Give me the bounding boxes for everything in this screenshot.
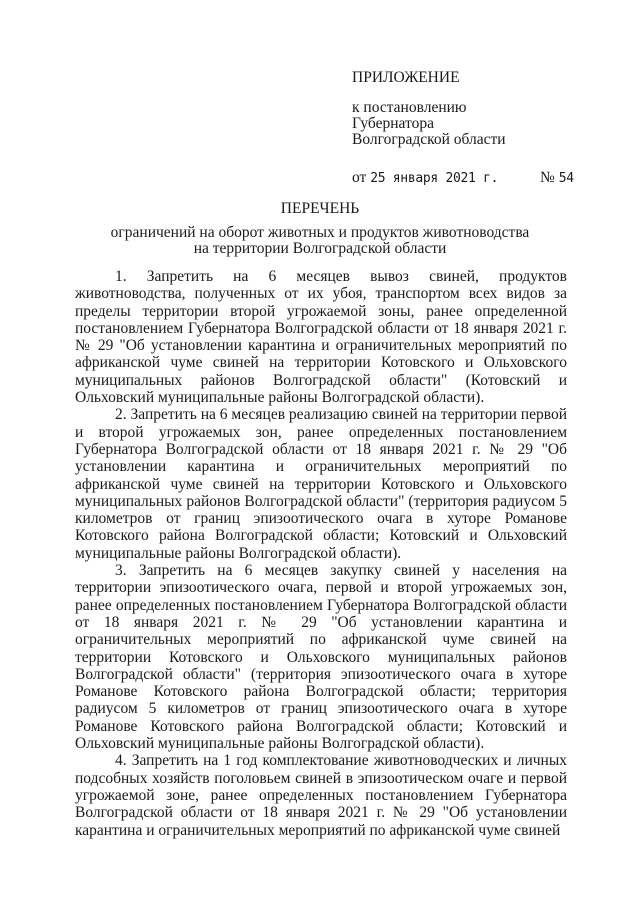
paragraph-4: 4. Запретить на 1 год комплектование животноводческих и личных подсобных хозяйств поголовьем свиней в эпизоотическом очаге и первой угрожаемой зоне, ранее определенных постановлением Губернатора Волгоградской области от 18 января 2021 г. № 29 "Об установлении карантина и ограничительных мероприятий по африканской чуме свиней	[75, 752, 567, 839]
number-prefix: №	[540, 169, 555, 186]
subtitle-line: ограничений на оборот животных и продуктов животноводства	[110, 224, 530, 241]
document-title: ПЕРЕЧЕНЬ	[280, 200, 360, 217]
document-body	[75, 268, 567, 839]
date-value: 25 января 2021 г.	[370, 171, 499, 186]
appendix-line: Волгоградской области	[352, 131, 506, 148]
subtitle-line: на территории Волгоградской области	[193, 240, 447, 257]
date-number-row	[352, 170, 574, 187]
document-subtitle	[100, 225, 540, 257]
paragraph-1: 1. Запретить на 6 месяцев вывоз свиней, продуктов животноводства, полученных от их убоя, транспортом всех видов за пределы территории второй угрожаемой зоны, ранее определенной постановлением Губернатора Волгоградской области от 18 января 2021 г. № 29 "Об установлении карантина и ограничительных мероприятий по африканской чуме свиней на территории Котовского и Ольховского муниципальных районов Волгоградской области" (Котовский и Ольховский муниципальные районы Волгоградской области).	[75, 268, 567, 407]
paragraph-2: 2. Запретить на 6 месяцев реализацию свиней на территории первой и второй угрожаемых зон, ранее определенных постановлением Губернатора Волгоградской области от 18 января 2021 г. № 29 "Об установлении карантина и ограничительных мероприятий по африканской чуме свиней на территории Котовского и Ольховского муниципальных районов Волгоградской области" (территория радиусом 5 километров от границ эпизоотического очага в хуторе Романове Котовского района Волгоградской области; Котовский и Ольховский муниципальные районы Волгоградской области).	[75, 406, 567, 562]
number-value: 54	[558, 171, 574, 186]
date-prefix: от	[352, 169, 367, 186]
appendix-line: к постановлению	[352, 99, 467, 116]
paragraph-3: 3. Запретить на 6 месяцев закупку свиней у населения на территории эпизоотического очага, первой и второй угрожаемых зон, ранее определенных постановлением Губернатора Волгоградской области от 18 января 2021 г. № 29 "Об установлении карантина и ограничительных мероприятий по африканской чуме свиней на территории Котовского и Ольховского муниципальных районов Волгоградской области" (территория эпизоотического очага в хуторе Романове Котовского района Волгоградской области; территория радиусом 5 километров от границ эпизоотического очага в хуторе Романове Котовского района Волгоградской области; Котовский и Ольховский муниципальные районы Волгоградской области).	[75, 562, 567, 753]
appendix-heading: ПРИЛОЖЕНИЕ	[352, 69, 460, 86]
appendix-block	[352, 70, 574, 187]
appendix-line: Губернатора	[352, 115, 434, 132]
